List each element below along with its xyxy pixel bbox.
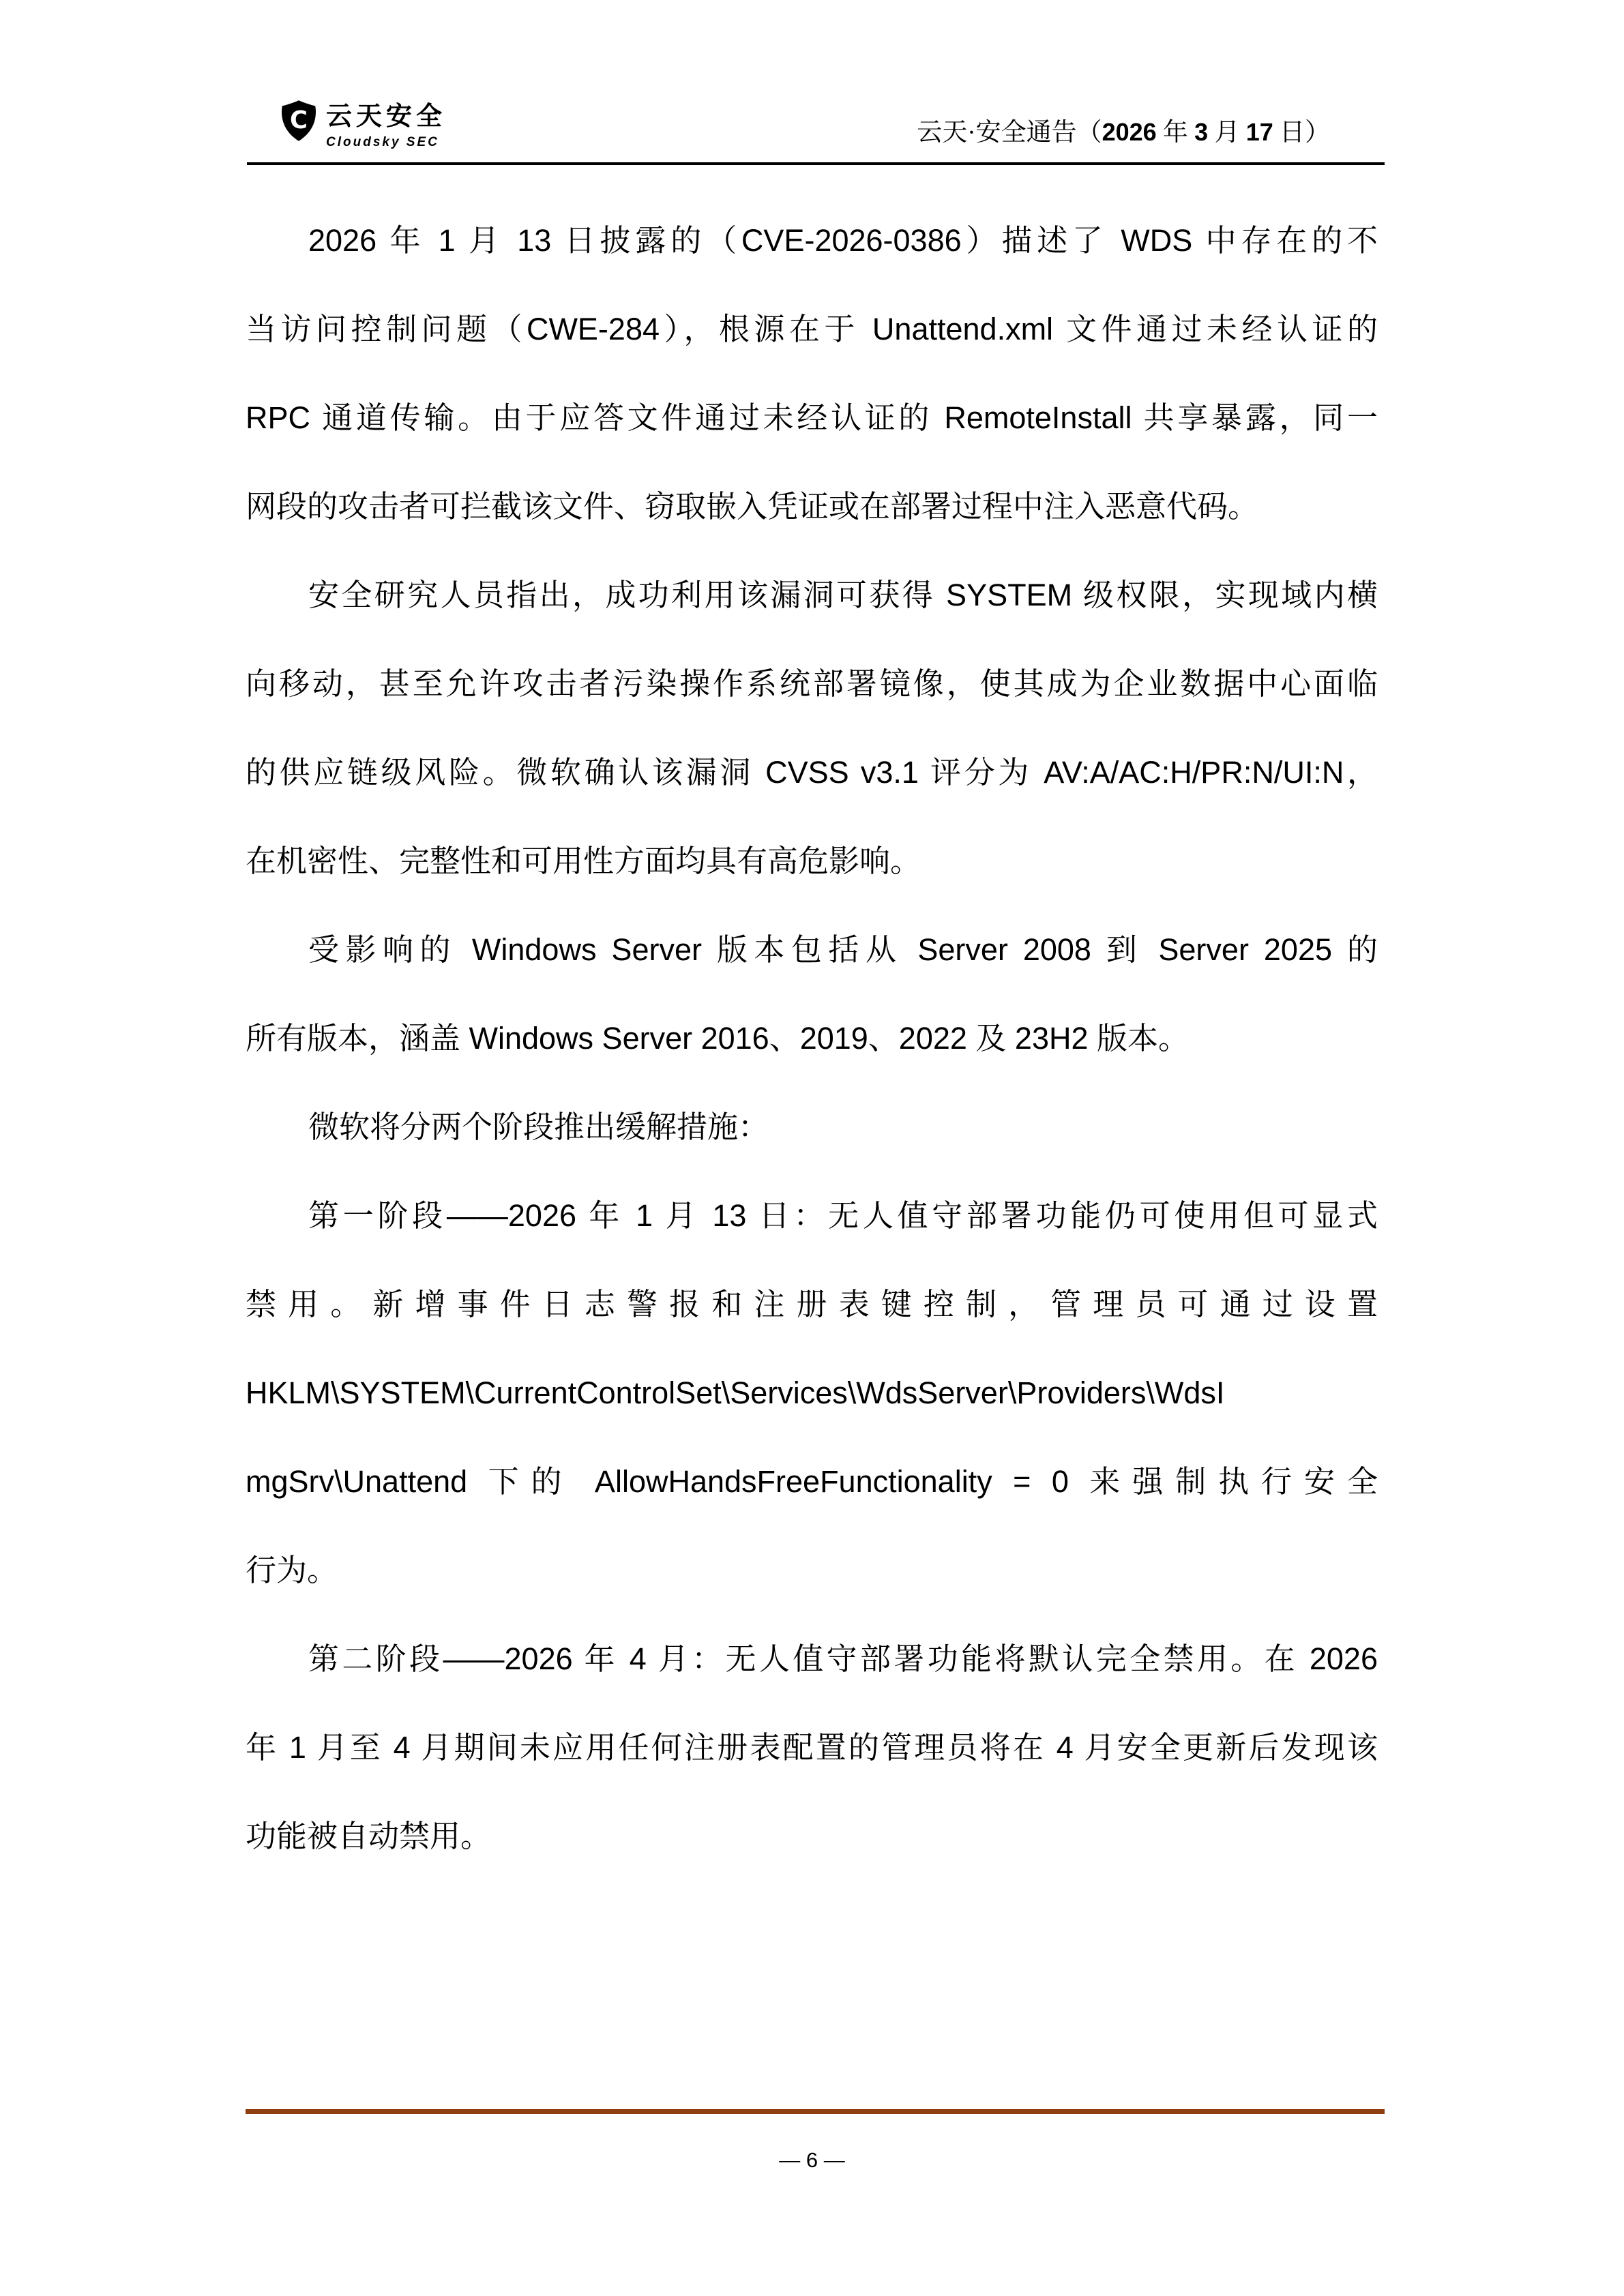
document-body bbox=[246, 196, 1378, 1881]
body-line: RPC 通道传输。由于应答文件通过未经认证的 RemoteInstall 共享暴露，同一 bbox=[246, 400, 1378, 435]
header-divider bbox=[247, 162, 1385, 165]
body-line: 向移动，甚至允许攻击者污染操作系统部署镜像，使其成为企业数据中心面临 bbox=[246, 666, 1378, 701]
body-line: 2026 年 1 月 13 日披露的（CVE-2026-0386）描述了 WDS 中存在的不 bbox=[308, 223, 1378, 258]
body-line: 受影响的 Windows Server 版本包括从 Server 2008 到 Server 2025 的 bbox=[308, 932, 1378, 967]
body-line: HKLM\SYSTEM\CurrentControlSet\Services\WdsServer\Providers\WdsI bbox=[246, 1375, 1225, 1410]
body-line: 第一阶段——2026 年 1 月 13 日：无人值守部署功能仍可使用但可显式 bbox=[308, 1198, 1378, 1233]
company-logo bbox=[280, 100, 446, 150]
body-line: mgSrv\Unattend 下的 AllowHandsFreeFunctionality = 0 来强制执行安全 bbox=[246, 1464, 1378, 1499]
body-line: 在机密性、完整性和可用性方面均具有高危影响。 bbox=[246, 844, 921, 878]
body-line: 安全研究人员指出，成功利用该漏洞可获得 SYSTEM 级权限，实现域内横 bbox=[308, 578, 1378, 612]
logo-name-cn: 云天安全 bbox=[326, 102, 447, 131]
header-title-text-part: 年 bbox=[1156, 119, 1195, 147]
page-number: — 6 — bbox=[779, 2148, 845, 2172]
footer-divider bbox=[246, 2109, 1385, 2114]
shield-logo-icon bbox=[280, 100, 318, 142]
body-line: 功能被自动禁用。 bbox=[246, 1819, 492, 1853]
header-title-date-part: 3 bbox=[1194, 118, 1209, 146]
header-title-date-part: 2026 bbox=[1102, 118, 1157, 146]
logo-letter: C bbox=[289, 106, 308, 135]
body-line: 当访问控制问题（CWE-284），根源在于 Unattend.xml 文件通过未经认证的 bbox=[246, 312, 1378, 346]
body-line: 行为。 bbox=[246, 1553, 338, 1587]
body-line: 禁用。新增事件日志警报和注册表键控制，管理员可通过设置 bbox=[246, 1287, 1378, 1322]
body-line: 微软将分两个阶段推出缓解措施： bbox=[308, 1109, 769, 1144]
header-title-text-part: 日） bbox=[1273, 119, 1330, 147]
header-title-text-part: 云天·安全通告（ bbox=[917, 119, 1102, 147]
body-line: 第二阶段——2026 年 4 月：无人值守部署功能将默认完全禁用。在 2026 bbox=[308, 1641, 1378, 1676]
body-line: 的供应链级风险。微软确认该漏洞 CVSS v3.1 评分为 AV:A/AC:H/PR:N/UI:N， bbox=[246, 755, 1378, 790]
header-title bbox=[917, 120, 1330, 145]
body-line: 年 1 月至 4 月期间未应用任何注册表配置的管理员将在 4 月安全更新后发现该 bbox=[246, 1730, 1378, 1765]
header-title-text-part: 月 bbox=[1208, 119, 1246, 147]
body-line: 所有版本，涵盖 Windows Server 2016、2019、2022 及 23H2 版本。 bbox=[246, 1021, 1190, 1056]
logo-name-en: Cloudsky SEC bbox=[326, 135, 439, 149]
body-line: 网段的攻击者可拦截该文件、窃取嵌入凭证或在部署过程中注入恶意代码。 bbox=[246, 489, 1259, 524]
logo-text-block bbox=[326, 100, 446, 150]
header-title-date-part: 17 bbox=[1245, 118, 1273, 146]
